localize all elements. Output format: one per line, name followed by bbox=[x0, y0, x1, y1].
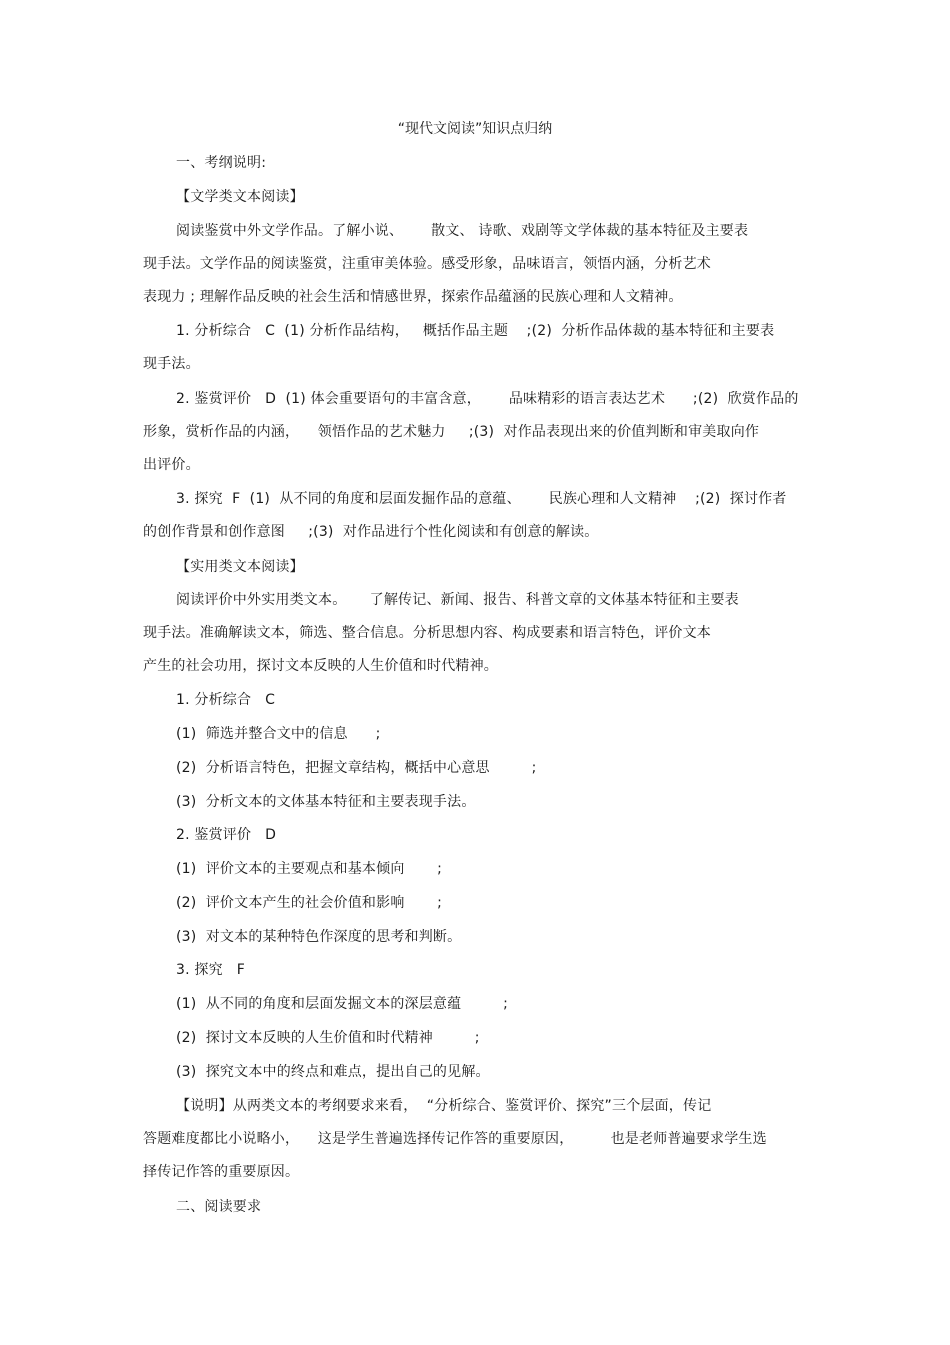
list-item: (1) 评价文本的主要观点和基本倾向 ; bbox=[176, 861, 442, 877]
list-item: (2) 探讨文本反映的人生价值和时代精神 ; bbox=[176, 1030, 480, 1046]
list-item: (1) 从不同的角度和层面发掘文本的深层意蕴 ; bbox=[176, 996, 509, 1012]
paragraph-line: 现手法。准确解读文本，筛选、整合信息。分析思想内容、构成要素和语言特色，评价文本 bbox=[143, 625, 711, 641]
list-heading: 2. 鉴赏评价 D bbox=[176, 827, 277, 843]
note-paragraph-line: 【说明】从两类文本的考纲要求来看， “分析综合、鉴赏评价、探究”三个层面，传记 bbox=[176, 1098, 712, 1114]
list-heading: 1. 分析综合 C bbox=[176, 692, 276, 708]
section-heading-exam-outline: 一、考纲说明: bbox=[176, 155, 267, 171]
list-item-continuation: 现手法。 bbox=[143, 356, 200, 372]
subheading-practical-text: 【实用类文本阅读】 bbox=[176, 559, 304, 575]
list-item: (3) 对文本的某种特色作深度的思考和判断。 bbox=[176, 929, 462, 945]
section-heading-reading-requirements: 二、阅读要求 bbox=[176, 1199, 262, 1215]
paragraph-line: 表现力 ; 理解作品反映的社会生活和情感世界，探索作品蕴涵的民族心理和人文精神。 bbox=[143, 289, 683, 305]
paragraph-line: 产生的社会功用，探讨文本反映的人生价值和时代精神。 bbox=[143, 658, 498, 674]
list-item: (2) 分析语言特色，把握文章结构，概括中心意思 ; bbox=[176, 760, 537, 776]
list-item-continuation: 出评价。 bbox=[143, 457, 200, 473]
list-item: (2) 评价文本产生的社会价值和影响 ; bbox=[176, 895, 442, 911]
list-heading: 3. 探究 F bbox=[176, 962, 246, 978]
paragraph-line: 阅读鉴赏中外文学作品。了解小说、 散文、 诗歌、戏剧等文学体裁的基本特征及主要表 bbox=[176, 223, 749, 239]
document-title: “现代文阅读”知识点归纳 bbox=[397, 121, 553, 137]
list-item: (3) 探究文本中的终点和难点，提出自己的见解。 bbox=[176, 1064, 490, 1080]
list-item-continuation: 的创作背景和创作意图 ;(3) 对作品进行个性化阅读和有创意的解读。 bbox=[143, 524, 599, 540]
list-item-continuation: 形象，赏析作品的内涵， 领悟作品的艺术魅力 ;(3) 对作品表现出来的价值判断和审美取向作 bbox=[143, 424, 760, 440]
note-paragraph-line: 答题难度都比小说略小， 这是学生普遍选择传记作答的重要原因， 也是老师普遍要求学生选 bbox=[143, 1131, 767, 1147]
list-item: (3) 分析文本的文体基本特征和主要表现手法。 bbox=[176, 794, 476, 810]
list-item: 3. 探究 F (1) 从不同的角度和层面发掘作品的意蕴、 民族心理和人文精神 ;(2) 探讨作者 bbox=[176, 491, 787, 507]
note-paragraph-line: 择传记作答的重要原因。 bbox=[143, 1164, 300, 1180]
list-item: (1) 筛选并整合文中的信息 ; bbox=[176, 726, 381, 742]
list-item: 2. 鉴赏评价 D (1) 体会重要语句的丰富含意， 品味精彩的语言表达艺术 ;(2) 欣赏作品的 bbox=[176, 391, 799, 407]
subheading-literary-text: 【文学类文本阅读】 bbox=[176, 189, 304, 205]
list-item: 1. 分析综合 C (1) 分析作品结构， 概括作品主题 ;(2) 分析作品体裁的基本特征和主要表 bbox=[176, 323, 775, 339]
paragraph-line: 现手法。文学作品的阅读鉴赏，注重审美体验。感受形象，品味语言，领悟内涵，分析艺术 bbox=[143, 256, 711, 272]
paragraph-line: 阅读评价中外实用类文本。 了解传记、新闻、报告、科普文章的文体基本特征和主要表 bbox=[176, 592, 739, 608]
